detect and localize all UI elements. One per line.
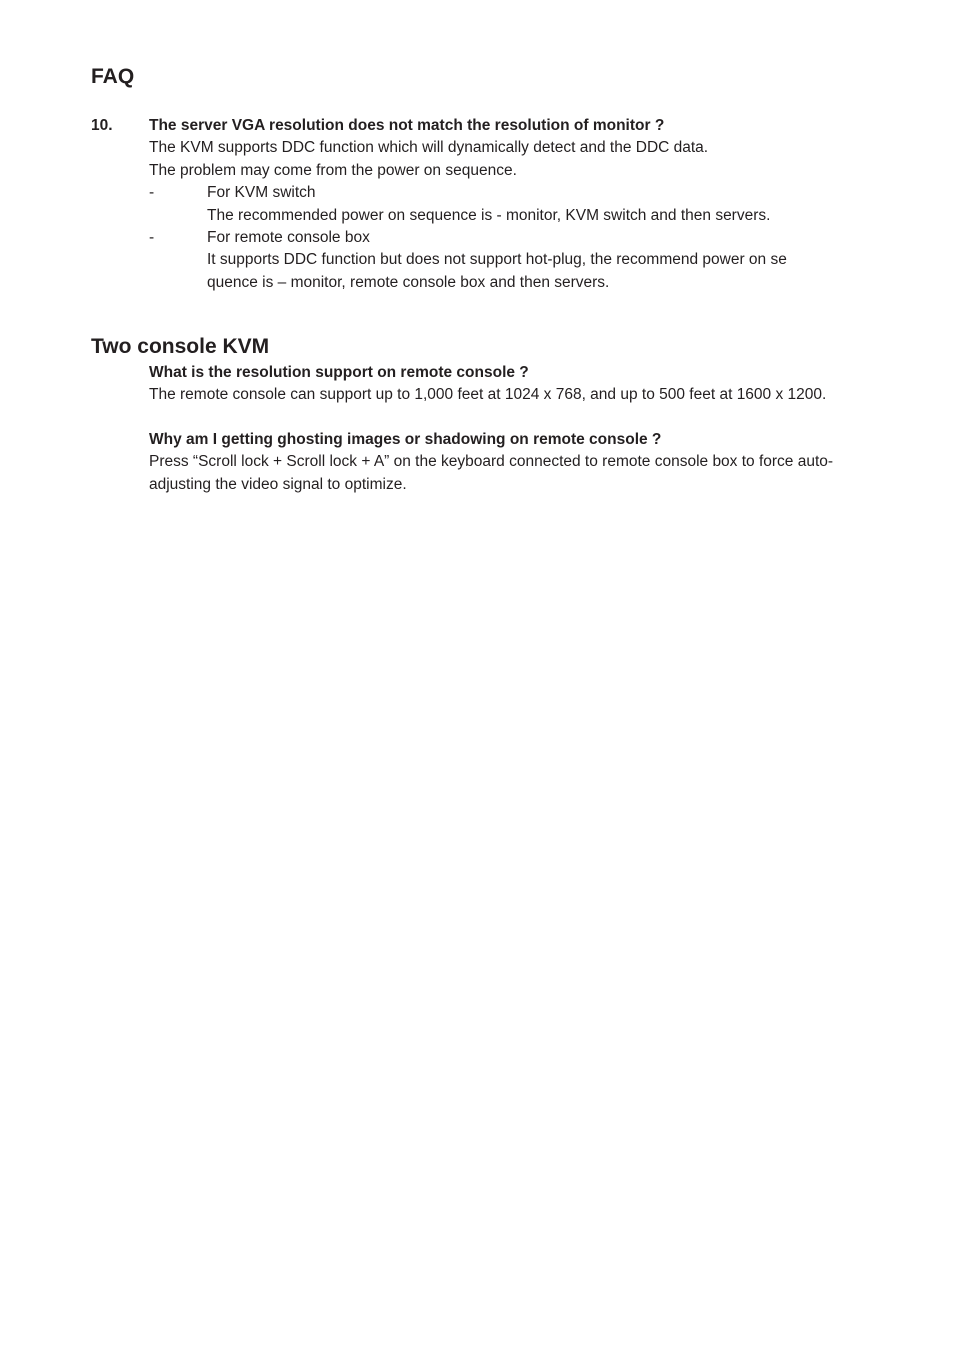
qa-question-2: Why am I getting ghosting images or shadowing on remote console ? [149, 431, 662, 448]
faq-answer-line-1: The KVM supports DDC function which will dynamically detect and the DDC data. [149, 139, 709, 156]
faq-answer-line-2: The problem may come from the power on sequence. [149, 162, 517, 179]
bullet-text-kvm-switch: The recommended power on sequence is - monitor, KVM switch and then servers. [207, 207, 771, 224]
faq-item-number: 10. [91, 117, 113, 134]
bullet-text-remote-console-line-2: quence is – monitor, remote console box and then servers. [207, 274, 610, 291]
bullet-marker-1: - [149, 184, 155, 201]
bullet-marker-2: - [149, 229, 155, 246]
faq-heading: FAQ [91, 65, 135, 88]
faq-item-question: The server VGA resolution does not match the resolution of monitor ? [149, 117, 665, 134]
bullet-title-remote-console-box: For remote console box [207, 229, 370, 246]
two-console-heading: Two console KVM [91, 335, 270, 358]
qa-answer-1: The remote console can support up to 1,000 feet at 1024 x 768, and up to 500 feet at 1600 x 1200. [149, 386, 827, 403]
bullet-title-kvm-switch: For KVM switch [207, 184, 316, 201]
bullet-text-remote-console-line-1: It supports DDC function but does not support hot-plug, the recommend power on se [207, 251, 787, 268]
qa-question-1: What is the resolution support on remote console ? [149, 364, 529, 381]
qa-answer-2-line-1: Press “Scroll lock + Scroll lock + A” on the keyboard connected to remote console box to force auto- [149, 453, 834, 470]
qa-answer-2-line-2: adjusting the video signal to optimize. [149, 476, 407, 493]
